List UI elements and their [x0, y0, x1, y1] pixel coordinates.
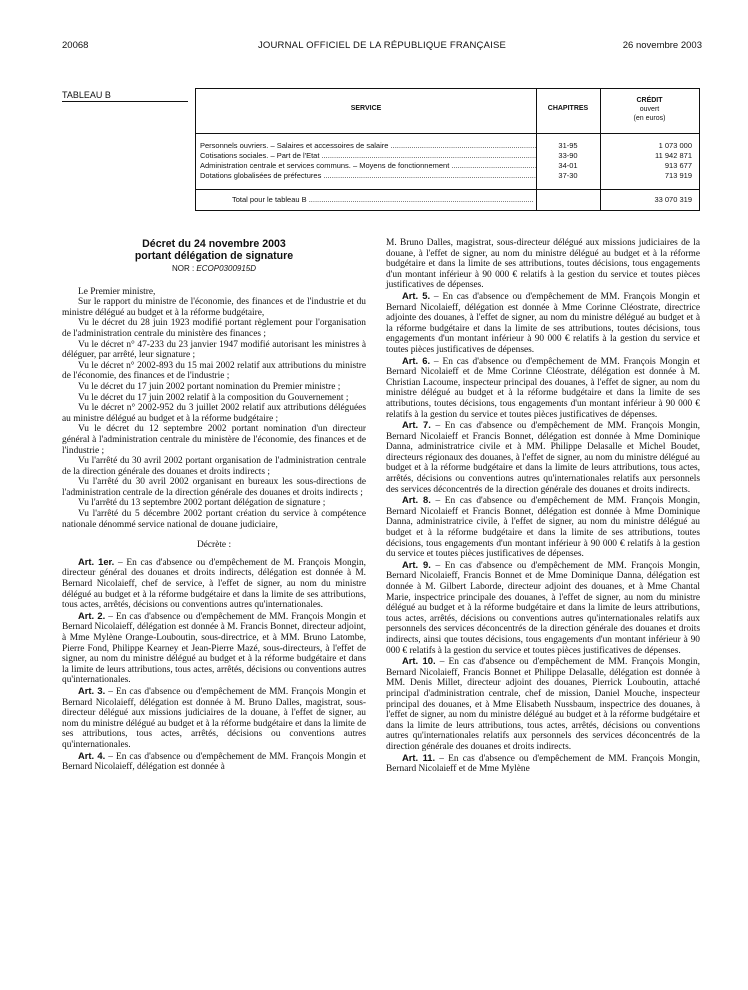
table-row: Cotisations sociales. – Part de l'Etat ..... 33-90 11 942 871: [196, 151, 699, 162]
article-paragraph: Art. 6. – En cas d'absence ou d'empêchement de MM. François Mongin et Bernard Nicolaieff et de Mme Corinne Cléostrate, délégation est donnée à M. Christian Lacoume, inspecteur principal des douanes, à l'effet de signer, au nom du ministre délégué au budget et à la réforme budgétaire et dans la limite de ses attributions, toutes décisions, tous engagements d'un montant inférieur à 90 000 € relatifs à la gestion du service et toutes pièces justificatives de dépenses.: [386, 354, 700, 420]
journal-title: JOURNAL OFFICIEL DE LA RÉPUBLIQUE FRANÇAISE: [257, 40, 507, 51]
header-service: SERVICE: [350, 105, 382, 112]
header-credit: CRÉDIT ouvert (en euros): [633, 97, 666, 122]
page-number: 20068: [62, 40, 89, 51]
preamble-paragraph: Vu l'arrêté du 13 septembre 2002 portant délégation de signature ;: [78, 498, 326, 509]
preamble-paragraph: Vu le décret n° 2002-952 du 3 juillet 2002 relatif aux attributions déléguées au ministre délégué au budget et à la réforme budgétaire ;: [62, 403, 366, 424]
preamble-paragraph: Vu le décret du 17 juin 2002 portant nomination du Premier ministre ;: [78, 381, 341, 392]
preamble-paragraph: Vu l'arrêté du 30 avril 2002 organisant en bureaux les sous-directions de l'administration centrale de la direction générale des douanes et droits indirects ;: [62, 477, 366, 498]
article-label: Art. 1er.: [78, 555, 115, 567]
article-paragraph: Art. 4. – En cas d'absence ou d'empêchement de MM. François Mongin et Bernard Nicolaieff, délégation est donnée à: [62, 749, 366, 773]
right-column: [386, 238, 700, 775]
preamble-paragraph: Le Premier ministre,: [78, 286, 156, 297]
article-paragraph: Art. 10. – En cas d'absence ou d'empêchement de MM. François Mongin, Bernard Nicolaieff, Francis Bonnet et Philippe Delasalle, délégation est donnée à MM. Denis Millet, directeur adjoint des douanes, Pierrick Louboutin, attaché principal d'administration centrale, chef de mission, Daniel Mouche, inspecteur principal des douanes, et à Mme Elisabeth Nussbaum, inspectrice des douanes, à l'effet de signer, au nom du ministre délégué au budget et à la réforme budgétaire et dans la limite de leurs attributions, tous actes, arrêtés, décisions ou conventions autres qu'internationales relatifs aux personnels des services déconcentrés de la direction générale des douanes et droits indirects.: [386, 655, 700, 752]
page-header: [62, 40, 702, 54]
article-label: Art. 2.: [78, 609, 106, 621]
article-label: Art. 5.: [402, 289, 431, 301]
article-label: Art. 9.: [402, 558, 431, 570]
article-label: Art. 11.: [402, 751, 436, 763]
article-paragraph: Art. 9. – En cas d'absence ou d'empêchement de MM. François Mongin, Bernard Nicolaieff, Francis Bonnet et de Mme Dominique Danna, délégation est donnée à M. Gilbert Laborde, directeur adjoint des douanes, et à Mme Chantal Marie, inspectrice principale des douanes, à l'effet de signer, au nom du ministre délégué au budget et à la réforme budgétaire et dans la limite de leurs attributions, tous actes, arrêtés, décisions ou conventions autres qu'internationales relatifs aux personnels des services déconcentrés de la direction générale des douanes et droits indirects, ainsi que toutes décisions, tous engagements d'un montant inférieur à 90 000 € relatifs à la gestion du service et toutes pièces justificatives de dépenses.: [386, 558, 700, 656]
preamble-paragraph: Vu l'arrêté du 30 avril 2002 portant organisation de l'administration centrale de la direction générale des douanes et droits indirects ;: [62, 456, 366, 477]
continued-paragraph: M. Bruno Dalles, magistrat, sous-directeur délégué aux missions judiciaires de la douane, à l'effet de signer, au nom du ministre délégué au budget et à la réforme budgétaire et dans la limite de ses attributions, toutes décisions, tous engagements d'un montant inférieur à 90 000 € relatifs à la gestion du service et toutes pièces justificatives de dépenses.: [386, 238, 700, 291]
article-paragraph: Art. 1er. – En cas d'absence ou d'empêchement de M. François Mongin, directeur général des douanes et droits indirects, délégation est donnée à M. Bernard Nicolaieff, chef de service, à l'effet de signer, au nom du ministre délégué au budget et à la réforme budgétaire et dans la limite de ses attributions, tous actes, arrêtés, décisions ou conventions autres qu'internationales.: [62, 555, 366, 611]
article-label: Art. 6.: [402, 354, 431, 366]
table-row: Personnels ouvriers. – Salaires et accessoires de salaire ..... 31-95 1 073 000: [196, 141, 699, 152]
decree-title: Décret du 24 novembre 2003 portant délégation de signature: [134, 238, 294, 262]
preamble-paragraph: Vu le décret du 17 juin 2002 relatif à la composition du Gouvernement ;: [78, 392, 349, 403]
article-label: Art. 3.: [78, 684, 106, 696]
article-paragraph: Art. 8. – En cas d'absence ou d'empêchement de MM. François Mongin, Bernard Nicolaieff et Francis Bonnet, délégation est donnée à Mme Dominique Danna, administratrice civile, à l'effet de signer, au nom du ministre délégué au budget et à la réforme budgétaire et dans la limite de ses attributions, toutes décisions, tous engagements d'un montant inférieur à 90 000 € relatifs à la gestion du service et toutes pièces justificatives de dépenses.: [386, 494, 700, 560]
article-label: Art. 10.: [402, 655, 436, 667]
table-divider: [196, 189, 699, 190]
table-row: Administration centrale et services communs. – Moyens de fonctionnement ..... 34-01 913 677: [196, 161, 699, 172]
article-label: Art. 8.: [402, 494, 431, 506]
nor-reference: NOR : ECOP0300915D: [171, 264, 257, 273]
preamble-paragraph: Sur le rapport du ministre de l'économie, des finances et de l'industrie et du ministre délégué au budget et à la réforme budgétaire,: [62, 297, 366, 318]
article-paragraph: Art. 5. – En cas d'absence ou d'empêchement de MM. François Mongin et Bernard Nicolaieff, délégation est donnée à Mme Corinne Cléostrate, directrice adjointe des douanes, à l'effet de signer, au nom du ministre délégué au budget et à la réforme budgétaire et dans la limite de ses attributions, toutes décisions, tous engagements d'un montant inférieur à 90 000 € relatifs à la gestion du service et toutes pièces justificatives de dépenses.: [386, 289, 700, 355]
left-column: [62, 238, 366, 773]
preamble-paragraph: Vu le décret du 12 septembre 2002 portant nomination d'un directeur général à l'administration centrale du ministère de l'économie, des finances et de l'industrie ;: [62, 424, 366, 456]
preamble-paragraph: Vu le décret du 28 juin 1923 modifié portant règlement pour l'organisation de l'administration centrale du ministère des finances ;: [62, 318, 366, 339]
preamble-paragraph: Vu l'arrêté du 5 décembre 2002 portant création du service à compétence nationale dénommé service national de douane judiciaire,: [62, 509, 366, 530]
decrete-heading: Décrète :: [196, 540, 232, 551]
header-chapitres: CHAPITRES: [547, 105, 589, 112]
article-paragraph: Art. 2. – En cas d'absence ou d'empêchement de MM. François Mongin et Bernard Nicolaieff, délégation est donnée à M. Francis Bonnet, directeur adjoint, à Mme Mylène Orange-Louboutin, sous-directrice, et à MM. Bruno Latombe, Pierre Fond, Philippe Kearney et Jean-Pierre Mazé, sous-directeurs, à l'effet de signer, au nom du ministre délégué au budget et à la réforme budgétaire et dans la limite de leurs attributions, tous actes, arrêtés, décisions ou conventions autres qu'internationales.: [62, 609, 366, 686]
preamble-paragraph: Vu le décret n° 47-233 du 23 janvier 1947 modifié autorisant les ministres à déléguer, par arrêté, leur signature ;: [62, 339, 366, 361]
article-paragraph: Art. 7. – En cas d'absence ou d'empêchement de MM. François Mongin, Bernard Nicolaieff et Francis Bonnet, délégation est donnée à Mme Dominique Danna, administratrice civile et à MM. Philippe Delasalle et Michel Boudet, directeurs régionaux des douanes, à l'effet de signer, au nom du ministre délégué au budget et à la réforme budgétaire et dans la limite de leurs attributions, tous actes, arrêtés, décisions ou conventions autres qu'internationales relatifs aux personnels des services déconcentrés de la direction générale des douanes et droits indirects.: [386, 419, 700, 495]
issue-date: 26 novembre 2003: [622, 40, 702, 51]
table-label: TABLEAU B: [62, 90, 188, 102]
article-label: Art. 7.: [402, 419, 431, 431]
preamble-paragraph: Vu le décret n° 2002-893 du 15 mai 2002 relatif aux attributions du ministre de l'économie, des finances et de l'industrie ;: [62, 360, 366, 382]
table-divider: [196, 133, 699, 134]
article-label: Art. 4.: [78, 749, 106, 761]
article-paragraph: Art. 3. – En cas d'absence ou d'empêchement de MM. François Mongin et Bernard Nicolaieff, délégation est donnée à M. Bruno Dalles, magistrat, sous-directeur délégué aux missions judiciaires de la douane, à l'effet de signer, au nom du ministre délégué au budget et à la réforme budgétaire et dans la limite de ses attributions, tous actes, arrêtés, décisions ou conventions autres qu'internationales.: [62, 684, 366, 750]
table-row: Dotations globalisées de préfectures ..... 37-30 713 919: [196, 171, 699, 182]
credit-table: SERVICE CHAPITRES CRÉDIT ouvert (en euros) Personnels ouvriers. – Salaires et accessoires de salaire ..... 31-95 1 073 000 Cotisations sociales. – Part de l'Etat ..... 33-90 11 942 871 Administration centrale et services communs. – Moyens de fonctionnement ..... 34-01 913 677 Dotations globalisées de préfectures ..... 37-30 713 919 Total pour le tableau B ..... 33 070 319: [195, 88, 700, 211]
article-paragraph: Art. 11. – En cas d'absence ou d'empêchement de MM. François Mongin, Bernard Nicolaieff et de Mme Mylène: [386, 751, 700, 775]
